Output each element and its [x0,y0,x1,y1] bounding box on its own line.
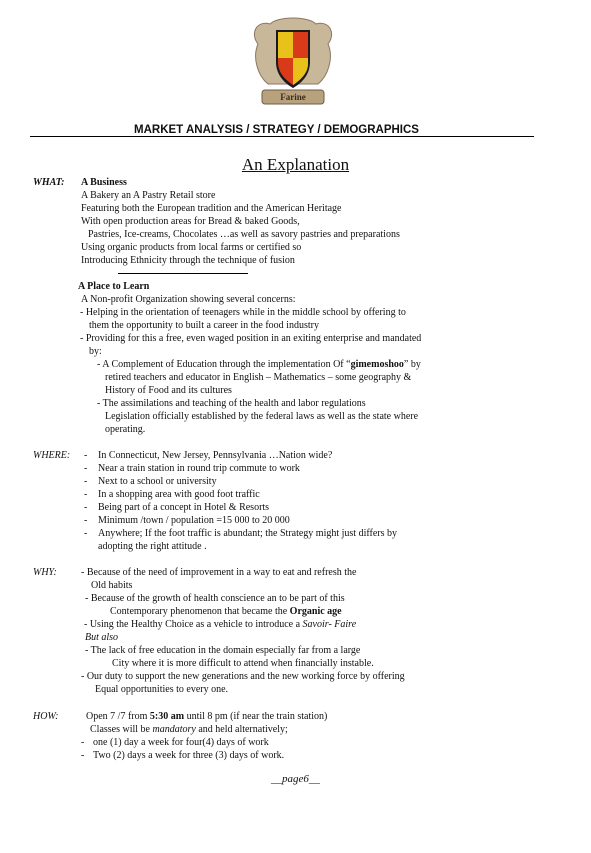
what-line: - Providing for this a free, even waged position in an exiting enterprise and mandated [80,333,422,344]
how-line [90,723,288,736]
what-line: A Bakery an A Pastry Retail store [81,190,216,201]
how-dash: - [81,750,85,761]
what-sub-line: History of Food and its cultures [105,385,232,396]
where-item: Next to a school or university [98,476,217,487]
where-item: In a shopping area with good foot traffic [98,489,260,500]
sub-text: ” by [403,359,421,370]
what-line: With open production areas for Bread & baked Goods, [81,216,300,227]
where-item: Anywhere; If the foot traffic is abundant; the Strategy might just differs by [98,528,398,539]
how-text: Open 7 /7 from [86,711,150,722]
how-text: until 8 pm (if near the train station) [184,711,328,722]
what-sub-line: retired teachers and educator in English – Mathematics – some geography & [105,372,412,383]
how-bold: 5:30 am [149,711,185,722]
where-item: In Connecticut, New Jersey, Pennsylvania …Nation wide? [98,450,333,461]
why-line: - Our duty to support the new generations and the new working force by offering [81,671,405,682]
what-sub-line: operating. [105,424,146,435]
why-line [110,605,342,618]
what-line: them the opportunity to built a career in the food industry [89,320,319,331]
page-title: An Explanation [241,155,350,174]
where-item: Being part of a concept in Hotel & Resorts [98,502,270,513]
why-italic: Savoir- Faire [302,619,357,630]
what-line: Featuring both the European tradition and the American Heritage [81,203,342,214]
what-line: Pastries, Ice-creams, Chocolates …as well as savory pastries and preparations [88,229,400,240]
what-sub-line: - The assimilations and teaching of the health and labor regulations [97,398,366,409]
what-sub-line [97,358,421,371]
logo [248,14,338,110]
where-item: Minimum /town / population =15 000 to 20 000 [98,515,290,526]
how-label: HOW: [33,711,59,722]
why-line: - Because of the growth of health conscience an to be part of this [85,593,345,604]
why-line: City where it is more difficult to attend when financially instable. [112,658,374,669]
why-bold: Organic age [289,606,342,617]
where-label: WHERE: [33,450,71,461]
what-line: Introducing Ethnicity through the technique of fusion [81,255,295,266]
why-text: Contemporary phenomenon that became the [110,606,290,617]
how-line: Two (2) days a week for three (3) days of work. [93,750,285,761]
page-number: __page6__ [271,773,320,785]
how-text: and held alternatively; [195,724,288,735]
what-line: - Helping in the orientation of teenagers while in the middle school by offering to [80,307,406,318]
what-line: A Non-profit Organization showing several concerns: [81,294,296,305]
why-text: - Using the Healthy Choice as a vehicle to introduce a [84,619,303,630]
what-heading-business: A Business [81,177,127,188]
why-label: WHY: [33,567,57,578]
what-line: Using organic products from local farms or certified so [81,242,302,253]
why-line: But also [85,632,119,643]
why-line: - Because of the need of improvement in a way to eat and refresh the [81,567,357,578]
where-dash: - [84,463,88,474]
where-dash: - [84,450,88,461]
how-line: one (1) day a week for four(4) days of work [93,737,269,748]
where-dash: - [84,502,88,513]
divider [118,273,248,274]
where-item: Near a train station in round trip commute to work [98,463,300,474]
banner [30,124,555,137]
logo-label: Farine [280,92,306,102]
where-dash: - [84,528,88,539]
why-line: Equal opportunities to every one. [95,684,229,695]
what-sub-line: Legislation officially established by the federal laws as well as the state where [105,411,419,422]
sub-bold: gimemoshoo [350,359,404,370]
sub-text: - A Complement of Education through the implementation Of “ [97,359,351,370]
what-line: by: [89,346,102,357]
where-dash: - [84,489,88,500]
what-label: WHAT: [33,177,65,188]
where-item: adopting the right attitude . [98,541,207,552]
what-heading-learn: A Place to Learn [78,281,150,292]
where-dash: - [84,515,88,526]
how-dash: - [81,737,85,748]
how-italic: mandatory [152,724,196,735]
why-line: - The lack of free education in the domain especially far from a large [85,645,361,656]
where-dash: - [84,476,88,487]
how-text: Classes will be [90,724,153,735]
banner-text: MARKET ANALYSIS / STRATEGY / DEMOGRAPHICS [134,124,419,136]
why-line: Old habits [91,580,133,591]
how-line [86,710,327,723]
why-line [84,618,356,631]
